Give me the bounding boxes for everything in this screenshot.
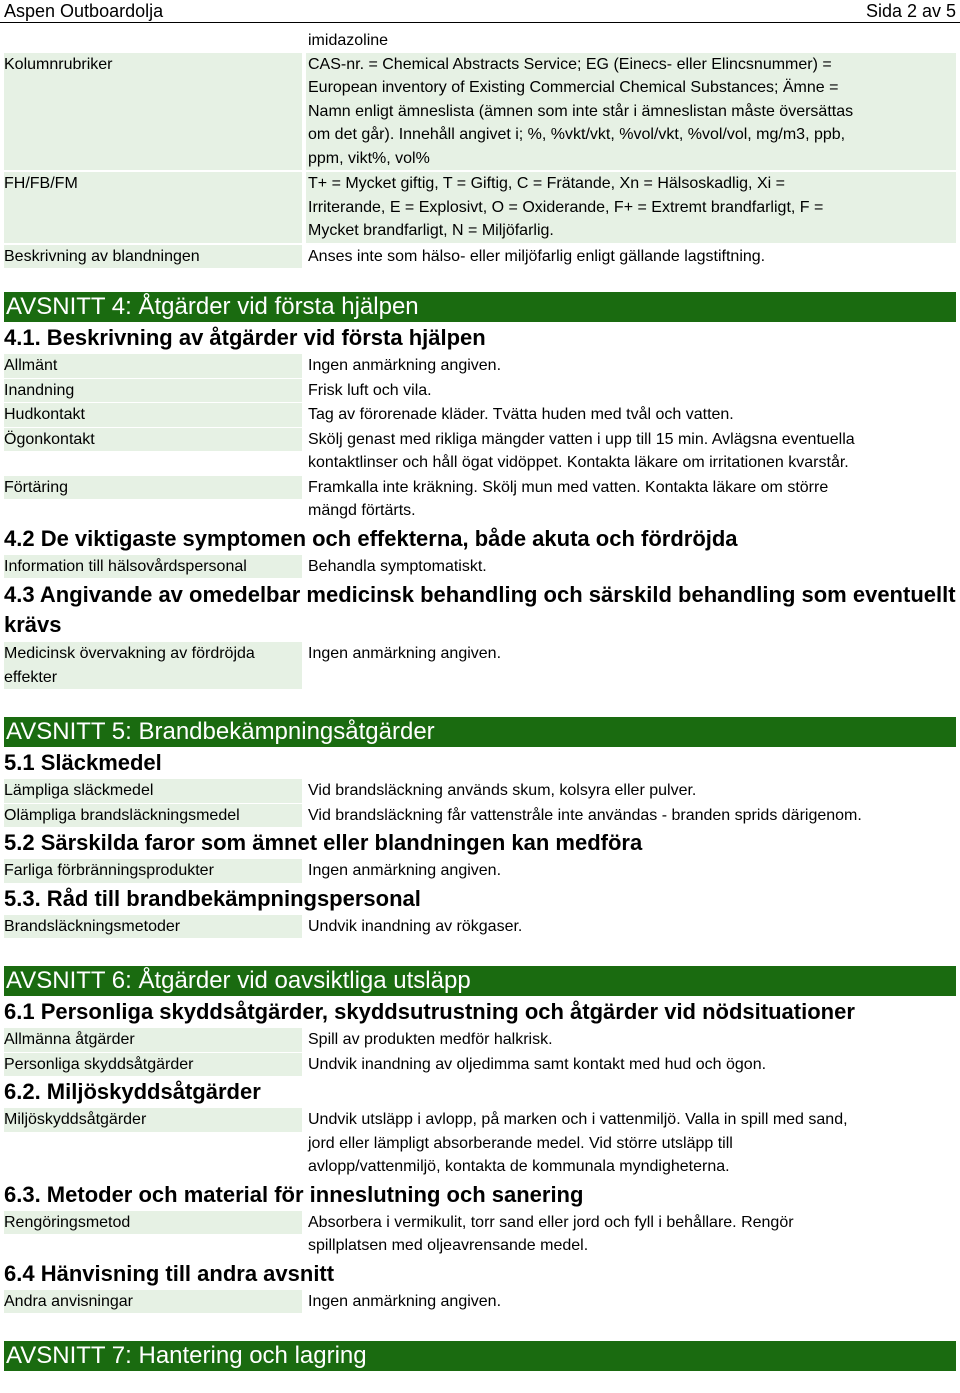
row-value: Undvik inandning av rökgaser. xyxy=(308,917,523,935)
row-value: Ingen anmärkning angiven. xyxy=(308,1292,502,1310)
subsection-6-1-heading: 6.1 Personliga skyddsåtgärder, skyddsutrustning och åtgärder vid nödsituationer xyxy=(4,999,855,1024)
row-value: Undvik inandning av oljedimma samt kontakt med hud och ögon. xyxy=(308,1055,767,1073)
table-row xyxy=(4,1290,956,1314)
row-value: CAS-nr. = Chemical Abstracts Service; EG (Einecs- eller Elincsnummer) = European inventory of Existing Commercial Chemical Substances; Ämne = Namn enligt ämneslista (ämnen som inte står i ämneslistan måste översättas om det går). Innehåll angivet i; %, %vkt/vkt, %vol/vkt, %vol/vol, mg/m3, ppb, ppm, vikt%, vol% xyxy=(306,53,956,171)
page-number: Sida 2 av 5 xyxy=(865,0,956,21)
subsection-4-2-heading: 4.2 De viktigaste symptomen och effekterna, både akuta och fördröjda xyxy=(4,525,738,551)
row-label: Förtäring xyxy=(4,476,302,500)
row-label: Miljöskyddsåtgärder xyxy=(4,1108,302,1132)
row-label: Inandning xyxy=(4,379,302,403)
section-6-heading: AVSNITT 6: Åtgärder vid oavsiktliga utsläpp xyxy=(4,966,956,996)
table-row xyxy=(4,804,956,828)
subsection-6-2-heading: 6.2. Miljöskyddsåtgärder xyxy=(4,1079,261,1104)
subsection-5-1-heading: 5.1 Släckmedel xyxy=(4,750,162,775)
info-row-column-headers xyxy=(4,53,956,171)
row-value: Absorbera i vermikulit, torr sand eller jord och fyll i behållare. Rengör spillplatsen med oljeavrensande medel. xyxy=(308,1213,794,1254)
info-row-mixture-description xyxy=(4,245,956,269)
row-value: Behandla symptomatiskt. xyxy=(308,557,487,575)
table-row xyxy=(4,859,956,883)
row-value: Tag av förorenade kläder. Tvätta huden med tvål och vatten. xyxy=(308,406,734,423)
row-value: Ingen anmärkning angiven. xyxy=(308,645,502,662)
subsection-4-1-heading: 4.1. Beskrivning av åtgärder vid första hjälpen xyxy=(4,325,486,350)
row-value: Skölj genast med rikliga mängder vatten i upp till 15 min. Avlägsna eventuella kontaktlinser och håll ögat vidöppet. Kontakta läkare om irritationen kvarstår. xyxy=(308,430,855,471)
row-value: Vid brandsläckning används skum, kolsyra eller pulver. xyxy=(308,782,697,799)
row-value: Anses inte som hälso- eller miljöfarlig enligt gällande lagstiftning. xyxy=(308,247,766,265)
page-header xyxy=(0,0,960,23)
row-value: Frisk luft och vila. xyxy=(308,381,432,399)
subsection-4-3-heading: 4.3 Angivande av omedelbar medicinsk behandling och särskild behandling som eventuellt krävs xyxy=(4,582,956,637)
row-label: Hudkontakt xyxy=(4,403,302,427)
row-label: Allmänt xyxy=(4,354,302,378)
row-value: Ingen anmärkning angiven. xyxy=(308,357,502,374)
row-value: T+ = Mycket giftig, T = Giftig, C = Frätande, Xn = Hälsoskadlig, Xi = Irriterande, E = Explosivt, O = Oxiderande, F+ = Extremt brandfarligt, F = Mycket brandfarligt, N = Miljöfarlig. xyxy=(306,172,956,243)
row-label: Farliga förbränningsprodukter xyxy=(4,859,302,883)
document-body xyxy=(0,29,960,1371)
subsection-6-3-heading: 6.3. Metoder och material för inneslutning och sanering xyxy=(4,1181,584,1207)
table-row xyxy=(4,379,956,403)
subsection-6-4-heading: 6.4 Hänvisning till andra avsnitt xyxy=(4,1260,335,1286)
row-label: Ögonkontakt xyxy=(4,428,302,452)
table-row xyxy=(4,476,956,523)
table-row xyxy=(4,915,956,939)
row-value: Vid brandsläckning får vattenstråle inte användas - branden sprids därigenom. xyxy=(308,806,862,824)
row-label: Information till hälsovårdspersonal xyxy=(4,555,302,579)
section-4-heading: AVSNITT 4: Åtgärder vid första hjälpen xyxy=(4,292,956,322)
section-5-heading: AVSNITT 5: Brandbekämpningsåtgärder xyxy=(4,717,956,747)
subsection-5-2-heading: 5.2 Särskilda faror som ämnet eller blandningen kan medföra xyxy=(4,830,643,855)
table-row xyxy=(4,779,956,803)
row-label: Medicinsk övervakning av fördröjda effekter xyxy=(4,642,302,689)
section-7-heading: AVSNITT 7: Hantering och lagring xyxy=(4,1341,956,1371)
table-row xyxy=(4,555,956,579)
table-row xyxy=(4,1028,956,1052)
row-label: FH/FB/FM xyxy=(4,172,302,243)
continuation-row xyxy=(4,29,956,53)
row-value: Framkalla inte kräkning. Skölj mun med vatten. Kontakta läkare om större mängd förtärts. xyxy=(308,478,829,519)
table-row xyxy=(4,1211,956,1258)
row-label: Andra anvisningar xyxy=(4,1290,302,1314)
table-row xyxy=(4,403,956,427)
subsection-5-3-heading: 5.3. Råd till brandbekämpningspersonal xyxy=(4,885,421,911)
table-row xyxy=(4,1053,956,1077)
row-label: Rengöringsmetod xyxy=(4,1211,302,1235)
table-row xyxy=(4,1108,956,1179)
row-value: Ingen anmärkning angiven. xyxy=(308,862,502,879)
row-label: Brandsläckningsmetoder xyxy=(4,915,302,939)
info-row-hazard-codes xyxy=(4,172,956,243)
table-row xyxy=(4,642,956,689)
row-label: Olämpliga brandsläckningsmedel xyxy=(4,804,302,828)
row-value: Undvik utsläpp i avlopp, på marken och i vattenmiljö. Valla in spill med sand, jord eller lämpligt absorberande medel. Vid större utsläpp till avlopp/vattenmiljö, kontakta de kommunala myndigheterna. xyxy=(308,1111,848,1175)
table-row xyxy=(4,428,956,475)
row-value: Spill av produkten medför halkrisk. xyxy=(308,1031,553,1048)
row-label: Personliga skyddsåtgärder xyxy=(4,1053,302,1077)
row-label: Kolumnrubriker xyxy=(4,53,302,171)
row-label: Allmänna åtgärder xyxy=(4,1028,302,1052)
row-label: Beskrivning av blandningen xyxy=(4,245,302,269)
row-label: Lämpliga släckmedel xyxy=(4,779,302,803)
continuation-text: imidazoline xyxy=(308,32,389,49)
document-title: Aspen Outboardolja xyxy=(4,0,164,21)
table-row xyxy=(4,354,956,378)
